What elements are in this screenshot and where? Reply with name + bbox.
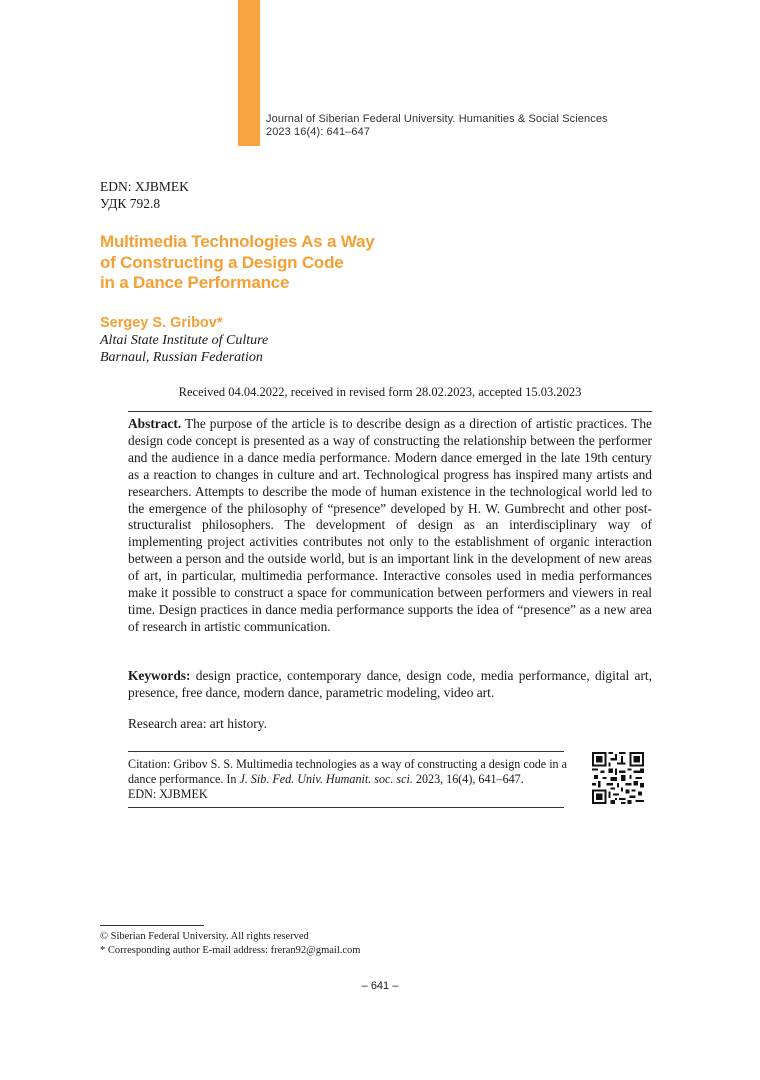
orange-accent-bar xyxy=(238,0,260,146)
author-affiliation xyxy=(100,332,268,366)
abstract-label: Abstract. xyxy=(128,416,182,431)
citation-journal: J. Sib. Fed. Univ. Humanit. soc. sci. xyxy=(239,772,413,787)
footnotes xyxy=(100,930,360,958)
keywords-text: design practice, contemporary dance, design code, media performance, digital art, presence, free dance, modern dance, parametric modeling, video art. xyxy=(128,668,652,700)
identifiers xyxy=(100,178,189,212)
qr-code-icon xyxy=(592,752,644,804)
institution: Altai State Institute of Culture xyxy=(100,333,269,348)
journal-header xyxy=(266,113,608,139)
keywords xyxy=(128,668,652,702)
journal-name: Journal of Siberian Federal University. Humanities & Social Sciences xyxy=(266,113,608,125)
location: Barnaul, Russian Federation xyxy=(100,350,263,365)
author-name: Sergey S. Gribov* xyxy=(100,315,223,331)
footnote-rule xyxy=(100,925,204,926)
citation-top-rule xyxy=(128,751,564,752)
citation-edn: EDN: XJBMEK xyxy=(128,787,208,802)
article-title xyxy=(100,232,500,294)
research-area: Research area: art history. xyxy=(128,716,267,731)
journal-issue: 2023 16(4): 641–647 xyxy=(266,126,371,138)
citation-bottom-rule xyxy=(128,807,564,808)
title-line-3: in a Dance Performance xyxy=(100,273,290,292)
abstract xyxy=(128,416,652,636)
title-line-1: Multimedia Technologies As a Way xyxy=(100,232,375,251)
received-dates: Received 04.04.2022, received in revised form 28.02.2023, accepted 15.03.2023 xyxy=(178,385,582,399)
edn-code: EDN: XJBMEK xyxy=(100,179,189,194)
abstract-top-rule xyxy=(128,411,652,412)
udk-code: УДК 792.8 xyxy=(100,196,161,211)
corresponding-author-note: * Corresponding author E-mail address: freran92@gmail.com xyxy=(100,945,361,956)
citation-pages: 2023, 16(4), 641–647. xyxy=(412,772,524,787)
page-number: – 641 – xyxy=(361,980,399,992)
citation xyxy=(128,757,568,803)
abstract-text: The purpose of the article is to describe design as a direction of artistic practices. The design code concept is presented as a way of constructing the relationship between the performer and the audience in a dance media performance. Modern dance emerged in the late 19th century as a reaction to changes in culture and art. Technological progress has inspired many artists and researchers. Attempts to describe the mode of human existence in the technological world led to the emergence of the philosophy of “presence” developed by H. W. Gumbrecht and other post-structuralist philosophers. The development of design as an interdisciplinary way of implementing project activities contributes not only to the establishment of organic interaction between a person and the outside world, but is an important link in the development of new areas of art, in particular, multimedia performance. Interactive consoles used in media performances make it possible to construct a space for communication between performers and viewers in real time. Design practices in dance media performance supports the idea of “presence” as a new area of research in artistic communication. xyxy=(128,416,652,634)
title-line-2: of Constructing a Design Code xyxy=(100,252,344,272)
citation-text: Citation: Gribov S. S. Multimedia technologies as a way of constructing a design code in a dance performance. In xyxy=(128,757,567,787)
copyright-note: © Siberian Federal University. All rights reserved xyxy=(100,931,309,942)
keywords-label: Keywords: xyxy=(128,668,191,683)
